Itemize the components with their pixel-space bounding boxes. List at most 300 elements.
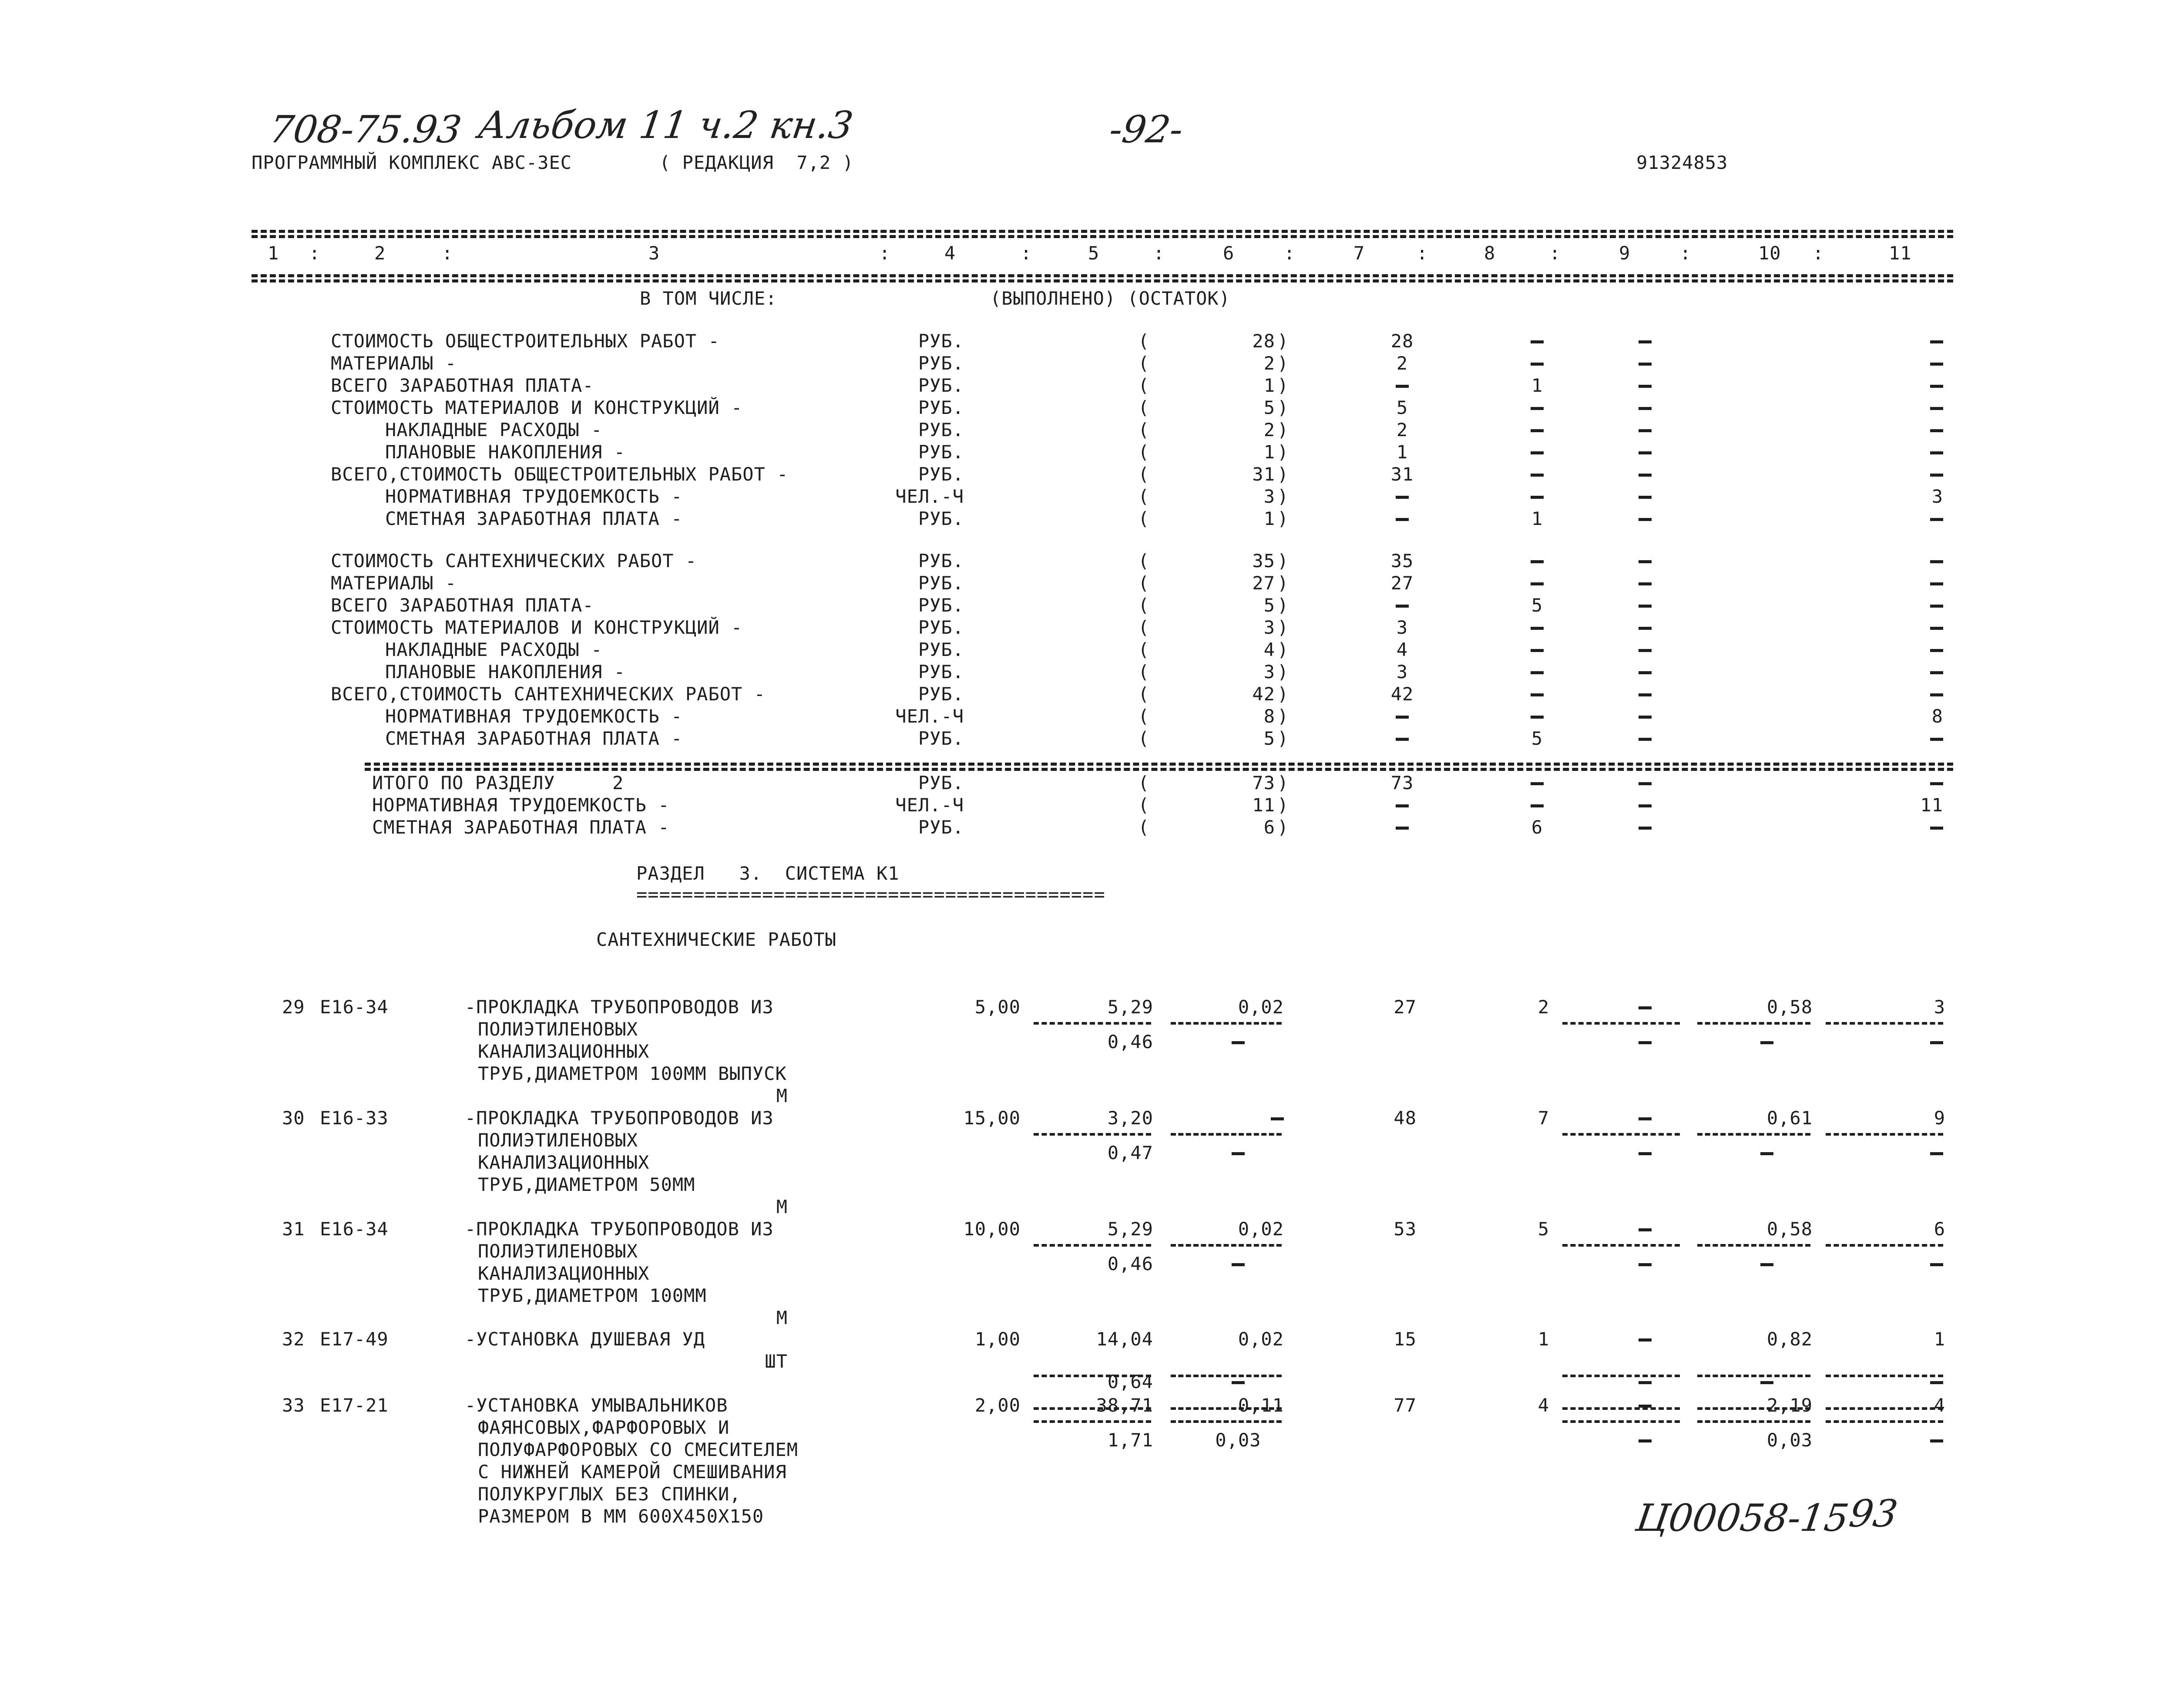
column-separator: : bbox=[309, 242, 321, 264]
item-col11-sub bbox=[1930, 1263, 1943, 1266]
item-col8: 7 bbox=[1538, 1107, 1549, 1129]
item-col9-sub bbox=[1639, 1041, 1652, 1044]
summary-paren-close: ) bbox=[1277, 639, 1289, 660]
summary-col11 bbox=[1930, 363, 1943, 366]
done-left-label: (ВЫПОЛНЕНО) (ОСТАТОК) bbox=[990, 288, 1231, 309]
section-underline: ========================================= bbox=[636, 884, 1105, 905]
item-col10-sub bbox=[1760, 1263, 1773, 1266]
item-col6: 0,02 bbox=[1238, 996, 1284, 1018]
item-col11-rule bbox=[1826, 1420, 1943, 1423]
summary-paren-open: ( bbox=[1138, 353, 1150, 374]
summary-col8 bbox=[1531, 496, 1544, 499]
item-col11-sub bbox=[1930, 1439, 1943, 1442]
summary-col8: 5 bbox=[1531, 595, 1543, 616]
item-col6-sub bbox=[1232, 1152, 1245, 1155]
summary-col11 bbox=[1930, 560, 1943, 563]
item-col11: 3 bbox=[1934, 996, 1945, 1018]
summary-col7: 4 bbox=[1396, 639, 1408, 660]
item-col10: 0,58 bbox=[1766, 996, 1813, 1018]
summary-label: ВСЕГО ЗАРАБОТНАЯ ПЛАТА- bbox=[331, 595, 594, 616]
summary-col7: 2 bbox=[1396, 419, 1408, 440]
section-total-rule-2 bbox=[365, 768, 1953, 771]
summary-col8 bbox=[1531, 560, 1544, 563]
item-col10-rule bbox=[1697, 1022, 1810, 1025]
summary-col9 bbox=[1639, 340, 1652, 343]
summary-col7: 5 bbox=[1396, 397, 1408, 418]
item-description-line: КАНАЛИЗАЦИОННЫХ bbox=[478, 1041, 650, 1062]
summary-label: СМЕТНАЯ ЗАРАБОТНАЯ ПЛАТА - bbox=[385, 728, 683, 749]
item-col10-sub bbox=[1760, 1152, 1773, 1155]
summary-paren-close: ) bbox=[1277, 595, 1289, 616]
item-col11: 9 bbox=[1934, 1107, 1945, 1129]
item-description-line: -ПРОКЛАДКА ТРУБОПРОВОДОВ ИЗ bbox=[465, 1107, 774, 1129]
item-col9-rule bbox=[1562, 1244, 1680, 1247]
column-header-7: 7 bbox=[1353, 242, 1365, 264]
summary-paren-value: 8 bbox=[1263, 706, 1275, 727]
handwritten-code: 708-75.93 bbox=[266, 108, 464, 151]
summary-col11: 11 bbox=[1920, 794, 1943, 816]
item-col5-sub: 0,64 bbox=[1107, 1371, 1153, 1392]
item-unit: ШТ bbox=[765, 1351, 788, 1372]
summary-unit: РУБ. bbox=[918, 683, 964, 705]
item-col10-sub bbox=[1760, 1041, 1773, 1044]
item-col11-rule bbox=[1826, 1244, 1943, 1247]
item-col9-sub bbox=[1639, 1263, 1652, 1266]
item-quantity: 1,00 bbox=[974, 1328, 1021, 1350]
header-rule-top bbox=[252, 230, 1953, 233]
item-description-line: ПОЛИЭТИЛЕНОВЫХ bbox=[478, 1241, 638, 1262]
item-col5-rule bbox=[1034, 1022, 1151, 1025]
summary-paren-open: ( bbox=[1138, 375, 1150, 396]
section-title: РАЗДЕЛ 3. СИСТЕМА К1 bbox=[636, 863, 900, 884]
summary-paren-open: ( bbox=[1138, 441, 1150, 463]
summary-col8 bbox=[1531, 429, 1544, 432]
program-edition: ( РЕДАКЦИЯ 7,2 ) bbox=[659, 152, 854, 173]
item-description-line: -УСТАНОВКА ДУШЕВАЯ УД bbox=[465, 1328, 705, 1350]
summary-label: СМЕТНАЯ ЗАРАБОТНАЯ ПЛАТА - bbox=[372, 817, 670, 838]
summary-col7 bbox=[1396, 385, 1409, 388]
summary-col11 bbox=[1930, 407, 1943, 410]
summary-paren-close: ) bbox=[1277, 353, 1289, 374]
item-col6-sub: 0,03 bbox=[1215, 1429, 1261, 1451]
summary-col7: 3 bbox=[1396, 661, 1408, 683]
header-rule-bottom bbox=[252, 274, 1953, 277]
column-separator: : bbox=[1284, 242, 1296, 264]
summary-col7: 35 bbox=[1390, 550, 1414, 572]
summary-paren-open: ( bbox=[1138, 486, 1150, 507]
summary-col8 bbox=[1531, 671, 1544, 674]
summary-paren-value: 31 bbox=[1252, 464, 1275, 485]
item-col10-rule bbox=[1697, 1420, 1810, 1423]
summary-col8 bbox=[1531, 582, 1544, 585]
item-col11: 4 bbox=[1934, 1395, 1945, 1416]
item-col11: 1 bbox=[1934, 1328, 1945, 1350]
summary-col8 bbox=[1531, 693, 1544, 696]
item-col6: 0,02 bbox=[1238, 1218, 1284, 1240]
column-header-9: 9 bbox=[1619, 242, 1631, 264]
summary-label: СТОИМОСТЬ САНТЕХНИЧЕСКИХ РАБОТ - bbox=[331, 550, 697, 572]
summary-unit: РУБ. bbox=[918, 375, 964, 396]
summary-label: НОРМАТИВНАЯ ТРУДОЕМКОСТЬ - bbox=[385, 706, 683, 727]
summary-paren-value: 3 bbox=[1263, 486, 1275, 507]
summary-label: НАКЛАДНЫЕ РАСХОДЫ - bbox=[385, 639, 603, 660]
item-col10-rule bbox=[1697, 1375, 1810, 1377]
summary-col9 bbox=[1639, 716, 1652, 719]
section-total-rule bbox=[365, 763, 1953, 766]
summary-label: СТОИМОСТЬ МАТЕРИАЛОВ И КОНСТРУКЦИЙ - bbox=[331, 397, 743, 418]
item-code: Е17-49 bbox=[320, 1328, 389, 1350]
summary-col7 bbox=[1396, 827, 1409, 830]
summary-label: НАКЛАДНЫЕ РАСХОДЫ - bbox=[385, 419, 603, 440]
item-col5-rule bbox=[1034, 1244, 1151, 1247]
summary-unit: ЧЕЛ.-Ч bbox=[895, 486, 964, 507]
summary-col8 bbox=[1531, 363, 1544, 366]
summary-paren-open: ( bbox=[1138, 817, 1150, 838]
item-col10: 0,58 bbox=[1766, 1218, 1813, 1240]
item-col11: 6 bbox=[1934, 1218, 1945, 1240]
item-col9-sub bbox=[1639, 1381, 1652, 1384]
item-description-line: С НИЖНЕЙ КАМЕРОЙ СМЕШИВАНИЯ bbox=[478, 1461, 787, 1483]
summary-unit: РУБ. bbox=[918, 595, 964, 616]
summary-label: МАТЕРИАЛЫ - bbox=[331, 353, 457, 374]
summary-col7: 28 bbox=[1390, 330, 1414, 352]
summary-paren-close: ) bbox=[1277, 375, 1289, 396]
header-rule-top-2 bbox=[252, 235, 1953, 238]
item-col5-sub: 1,71 bbox=[1107, 1429, 1153, 1451]
summary-col7: 31 bbox=[1390, 464, 1414, 485]
item-col6-rule bbox=[1171, 1375, 1282, 1377]
item-quantity: 10,00 bbox=[963, 1218, 1021, 1240]
summary-col9 bbox=[1639, 451, 1652, 454]
summary-col7 bbox=[1396, 738, 1409, 741]
summary-col11 bbox=[1930, 649, 1943, 652]
item-col5-sub: 0,46 bbox=[1107, 1031, 1153, 1052]
summary-col9 bbox=[1639, 560, 1652, 563]
column-separator: : bbox=[442, 242, 453, 264]
item-col8: 2 bbox=[1538, 996, 1549, 1018]
in-total-label: В ТОМ ЧИСЛЕ: bbox=[640, 288, 777, 309]
item-description-line: ТРУБ,ДИАМЕТРОМ 100ММ bbox=[478, 1285, 707, 1306]
summary-col8: 1 bbox=[1531, 508, 1543, 529]
summary-paren-open: ( bbox=[1138, 595, 1150, 616]
summary-col9 bbox=[1639, 496, 1652, 499]
column-header-1: 1 bbox=[268, 242, 279, 264]
summary-paren-open: ( bbox=[1138, 683, 1150, 705]
item-col10: 0,61 bbox=[1766, 1107, 1813, 1129]
summary-paren-close: ) bbox=[1277, 486, 1289, 507]
item-col7: 48 bbox=[1394, 1107, 1417, 1129]
summary-col11 bbox=[1930, 474, 1943, 477]
item-quantity: 5,00 bbox=[974, 996, 1021, 1018]
item-code: Е16-34 bbox=[320, 1218, 389, 1240]
summary-paren-open: ( bbox=[1138, 706, 1150, 727]
item-col10: 0,82 bbox=[1766, 1328, 1813, 1350]
summary-col7: 2 bbox=[1396, 353, 1408, 374]
column-separator: : bbox=[879, 242, 891, 264]
summary-col7 bbox=[1396, 804, 1409, 807]
summary-paren-value: 27 bbox=[1252, 572, 1275, 594]
item-description-line: ПОЛУКРУГЛЫХ БЕЗ СПИНКИ, bbox=[478, 1483, 741, 1505]
summary-col9 bbox=[1639, 738, 1652, 741]
item-description-line: ПОЛУФАРФОРОВЫХ СО СМЕСИТЕЛЕМ bbox=[478, 1439, 799, 1460]
summary-col11 bbox=[1930, 582, 1943, 585]
summary-col7: 3 bbox=[1396, 617, 1408, 638]
summary-paren-open: ( bbox=[1138, 330, 1150, 352]
item-code: Е16-33 bbox=[320, 1107, 389, 1129]
item-col5-rule bbox=[1034, 1420, 1151, 1423]
summary-paren-close: ) bbox=[1277, 397, 1289, 418]
summary-label: ВСЕГО,СТОИМОСТЬ САНТЕХНИЧЕСКИХ РАБОТ - bbox=[331, 683, 766, 705]
summary-col8 bbox=[1531, 782, 1544, 785]
summary-paren-value: 1 bbox=[1263, 375, 1275, 396]
summary-label: ВСЕГО,СТОИМОСТЬ ОБЩЕСТРОИТЕЛЬНЫХ РАБОТ - bbox=[331, 464, 789, 485]
item-col5: 14,04 bbox=[1096, 1328, 1153, 1350]
summary-unit: РУБ. bbox=[918, 508, 964, 529]
summary-paren-value: 1 bbox=[1263, 441, 1275, 463]
item-col6-rule bbox=[1171, 1244, 1282, 1247]
column-header-11: 11 bbox=[1889, 242, 1912, 264]
summary-paren-value: 5 bbox=[1263, 397, 1275, 418]
summary-paren-value: 5 bbox=[1263, 728, 1275, 749]
summary-paren-value: 28 bbox=[1252, 330, 1275, 352]
summary-paren-open: ( bbox=[1138, 661, 1150, 683]
summary-col8 bbox=[1531, 340, 1544, 343]
summary-paren-close: ) bbox=[1277, 441, 1289, 463]
item-unit: М bbox=[776, 1307, 788, 1328]
item-col11-rule bbox=[1826, 1375, 1943, 1377]
item-unit: М bbox=[776, 1085, 788, 1106]
summary-col8 bbox=[1531, 407, 1544, 410]
column-header-10: 10 bbox=[1758, 242, 1781, 264]
summary-col11 bbox=[1930, 738, 1943, 741]
program-title: ПРОГРАММНЫЙ КОМПЛЕКС АВС-ЗЕС bbox=[252, 152, 572, 173]
summary-paren-value: 11 bbox=[1252, 794, 1275, 816]
summary-paren-open: ( bbox=[1138, 419, 1150, 440]
summary-unit: РУБ. bbox=[918, 639, 964, 660]
summary-paren-close: ) bbox=[1277, 794, 1289, 816]
item-number: 29 bbox=[282, 996, 305, 1018]
summary-unit: РУБ. bbox=[918, 772, 964, 793]
section-subtitle: САНТЕХНИЧЕСКИЕ РАБОТЫ bbox=[596, 929, 837, 950]
item-code: Е16-34 bbox=[320, 996, 389, 1018]
item-col5: 5,29 bbox=[1107, 1218, 1153, 1240]
item-description-line: ФАЯНСОВЫХ,ФАРФОРОВЫХ И bbox=[478, 1417, 730, 1438]
item-col8: 4 bbox=[1538, 1395, 1549, 1416]
summary-col9 bbox=[1639, 827, 1652, 830]
summary-col8 bbox=[1531, 716, 1544, 719]
summary-paren-close: ) bbox=[1277, 706, 1289, 727]
item-description-line: ТРУБ,ДИАМЕТРОМ 100ММ ВЫПУСК bbox=[478, 1063, 787, 1084]
summary-col9 bbox=[1639, 627, 1652, 630]
summary-paren-value: 2 bbox=[1263, 353, 1275, 374]
summary-col8 bbox=[1531, 474, 1544, 477]
summary-paren-close: ) bbox=[1277, 464, 1289, 485]
summary-label: СТОИМОСТЬ ОБЩЕСТРОИТЕЛЬНЫХ РАБОТ - bbox=[331, 330, 720, 352]
document-number: 91324853 bbox=[1636, 152, 1728, 173]
item-number: 32 bbox=[282, 1328, 305, 1350]
summary-paren-value: 2 bbox=[1263, 419, 1275, 440]
summary-col8 bbox=[1531, 627, 1544, 630]
summary-col9 bbox=[1639, 605, 1652, 608]
summary-col9 bbox=[1639, 429, 1652, 432]
item-col5-sub: 0,47 bbox=[1107, 1142, 1153, 1163]
summary-paren-close: ) bbox=[1277, 661, 1289, 683]
summary-paren-value: 4 bbox=[1263, 639, 1275, 660]
item-code: Е17-21 bbox=[320, 1395, 389, 1416]
summary-col11 bbox=[1930, 693, 1943, 696]
summary-unit: РУБ. bbox=[918, 661, 964, 683]
item-description-line: -ПРОКЛАДКА ТРУБОПРОВОДОВ ИЗ bbox=[465, 1218, 774, 1240]
item-number: 31 bbox=[282, 1218, 305, 1240]
summary-label: ИТОГО ПО РАЗДЕЛУ 2 bbox=[372, 772, 624, 793]
summary-paren-close: ) bbox=[1277, 572, 1289, 594]
item-unit: М bbox=[776, 1196, 788, 1217]
item-description-line: -УСТАНОВКА УМЫВАЛЬНИКОВ bbox=[465, 1395, 728, 1416]
item-col7: 15 bbox=[1394, 1328, 1417, 1350]
summary-label: СТОИМОСТЬ МАТЕРИАЛОВ И КОНСТРУКЦИЙ - bbox=[331, 617, 743, 638]
item-description-line: ПОЛИЭТИЛЕНОВЫХ bbox=[478, 1019, 638, 1040]
column-header-4: 4 bbox=[944, 242, 956, 264]
summary-col9 bbox=[1639, 782, 1652, 785]
column-header-2: 2 bbox=[374, 242, 386, 264]
column-separator: : bbox=[1680, 242, 1692, 264]
summary-paren-close: ) bbox=[1277, 817, 1289, 838]
item-col5-rule bbox=[1034, 1133, 1151, 1136]
summary-col8 bbox=[1531, 804, 1544, 807]
summary-paren-close: ) bbox=[1277, 419, 1289, 440]
column-separator: : bbox=[1549, 242, 1561, 264]
item-description-line: РАЗМЕРОМ В ММ 600Х450Х150 bbox=[478, 1506, 764, 1527]
item-col9-rule bbox=[1562, 1133, 1680, 1136]
summary-col11 bbox=[1930, 518, 1943, 521]
summary-col8 bbox=[1531, 649, 1544, 652]
summary-paren-value: 5 bbox=[1263, 595, 1275, 616]
item-col6-rule bbox=[1171, 1133, 1282, 1136]
item-col10: 2,19 bbox=[1766, 1395, 1813, 1416]
summary-paren-value: 1 bbox=[1263, 508, 1275, 529]
summary-unit: РУБ. bbox=[918, 397, 964, 418]
summary-unit: РУБ. bbox=[918, 330, 964, 352]
summary-col11 bbox=[1930, 827, 1943, 830]
summary-paren-value: 6 bbox=[1263, 817, 1275, 838]
item-col10-sub: 0,03 bbox=[1766, 1429, 1813, 1451]
summary-label: СМЕТНАЯ ЗАРАБОТНАЯ ПЛАТА - bbox=[385, 508, 683, 529]
item-col7: 27 bbox=[1394, 996, 1417, 1018]
summary-paren-value: 3 bbox=[1263, 661, 1275, 683]
summary-col7 bbox=[1396, 716, 1409, 719]
summary-unit: РУБ. bbox=[918, 353, 964, 374]
summary-col11 bbox=[1930, 451, 1943, 454]
item-description-line: ТРУБ,ДИАМЕТРОМ 50ММ bbox=[478, 1174, 695, 1195]
column-header-3: 3 bbox=[648, 242, 660, 264]
column-header-8: 8 bbox=[1484, 242, 1496, 264]
summary-col11 bbox=[1930, 627, 1943, 630]
column-separator: : bbox=[1417, 242, 1428, 264]
item-col6: 0,11 bbox=[1238, 1395, 1284, 1416]
summary-col11 bbox=[1930, 429, 1943, 432]
summary-paren-value: 3 bbox=[1263, 617, 1275, 638]
summary-col9 bbox=[1639, 385, 1652, 388]
item-col11-rule bbox=[1826, 1022, 1943, 1025]
summary-col9 bbox=[1639, 804, 1652, 807]
column-separator: : bbox=[1813, 242, 1824, 264]
summary-label: ПЛАНОВЫЕ НАКОПЛЕНИЯ - bbox=[385, 661, 626, 683]
summary-col8: 6 bbox=[1531, 817, 1543, 838]
summary-paren-close: ) bbox=[1277, 330, 1289, 352]
summary-label: ВСЕГО ЗАРАБОТНАЯ ПЛАТА- bbox=[331, 375, 594, 396]
item-description-line: КАНАЛИЗАЦИОННЫХ bbox=[478, 1152, 650, 1173]
item-col9-sub bbox=[1639, 1152, 1652, 1155]
summary-col8: 1 bbox=[1531, 375, 1543, 396]
item-col6-rule bbox=[1171, 1022, 1282, 1025]
summary-label: ПЛАНОВЫЕ НАКОПЛЕНИЯ - bbox=[385, 441, 626, 463]
item-col6-sub bbox=[1232, 1263, 1245, 1266]
summary-col9 bbox=[1639, 582, 1652, 585]
summary-col8 bbox=[1531, 451, 1544, 454]
column-separator: : bbox=[1021, 242, 1032, 264]
summary-col9 bbox=[1639, 474, 1652, 477]
summary-col11 bbox=[1930, 782, 1943, 785]
summary-paren-open: ( bbox=[1138, 464, 1150, 485]
summary-paren-open: ( bbox=[1138, 639, 1150, 660]
summary-paren-open: ( bbox=[1138, 617, 1150, 638]
item-col7: 53 bbox=[1394, 1218, 1417, 1240]
item-col5: 38,71 bbox=[1096, 1395, 1153, 1416]
item-col10-rule bbox=[1697, 1133, 1810, 1136]
handwritten-album: Альбом 11 ч.2 кн.3 bbox=[475, 104, 856, 147]
summary-col7: 1 bbox=[1396, 441, 1408, 463]
summary-col7 bbox=[1396, 518, 1409, 521]
summary-paren-open: ( bbox=[1138, 508, 1150, 529]
item-quantity: 2,00 bbox=[974, 1395, 1021, 1416]
item-col5: 3,20 bbox=[1107, 1107, 1153, 1129]
summary-col9 bbox=[1639, 649, 1652, 652]
item-number: 33 bbox=[282, 1395, 305, 1416]
handwritten-footer-code: Ц00058-15 bbox=[1633, 1496, 1852, 1540]
summary-col7 bbox=[1396, 496, 1409, 499]
summary-col11 bbox=[1930, 671, 1943, 674]
item-col9-rule bbox=[1562, 1022, 1680, 1025]
summary-paren-open: ( bbox=[1138, 572, 1150, 594]
item-col6-sub bbox=[1232, 1041, 1245, 1044]
summary-unit: РУБ. bbox=[918, 617, 964, 638]
item-col9-rule bbox=[1562, 1375, 1680, 1377]
summary-unit: РУБ. bbox=[918, 419, 964, 440]
summary-col9 bbox=[1639, 363, 1652, 366]
item-description-line: КАНАЛИЗАЦИОННЫХ bbox=[478, 1263, 650, 1284]
summary-paren-open: ( bbox=[1138, 772, 1150, 793]
summary-unit: ЧЕЛ.-Ч bbox=[895, 794, 964, 816]
header-rule-bottom-2 bbox=[252, 279, 1953, 282]
summary-unit: ЧЕЛ.-Ч bbox=[895, 706, 964, 727]
summary-unit: РУБ. bbox=[918, 550, 964, 572]
summary-unit: РУБ. bbox=[918, 728, 964, 749]
summary-unit: РУБ. bbox=[918, 817, 964, 838]
item-col10-sub bbox=[1760, 1381, 1773, 1384]
summary-label: НОРМАТИВНАЯ ТРУДОЕМКОСТЬ - bbox=[385, 486, 683, 507]
item-description-line: -ПРОКЛАДКА ТРУБОПРОВОДОВ ИЗ bbox=[465, 996, 774, 1018]
item-col11-sub bbox=[1930, 1381, 1943, 1384]
summary-col7 bbox=[1396, 605, 1409, 608]
item-col11-sub bbox=[1930, 1152, 1943, 1155]
summary-col11: 3 bbox=[1931, 486, 1943, 507]
summary-col7: 27 bbox=[1390, 572, 1414, 594]
summary-paren-value: 42 bbox=[1252, 683, 1275, 705]
item-description-line: ПОЛИЭТИЛЕНОВЫХ bbox=[478, 1130, 638, 1151]
summary-paren-value: 35 bbox=[1252, 550, 1275, 572]
summary-paren-open: ( bbox=[1138, 794, 1150, 816]
summary-paren-open: ( bbox=[1138, 397, 1150, 418]
